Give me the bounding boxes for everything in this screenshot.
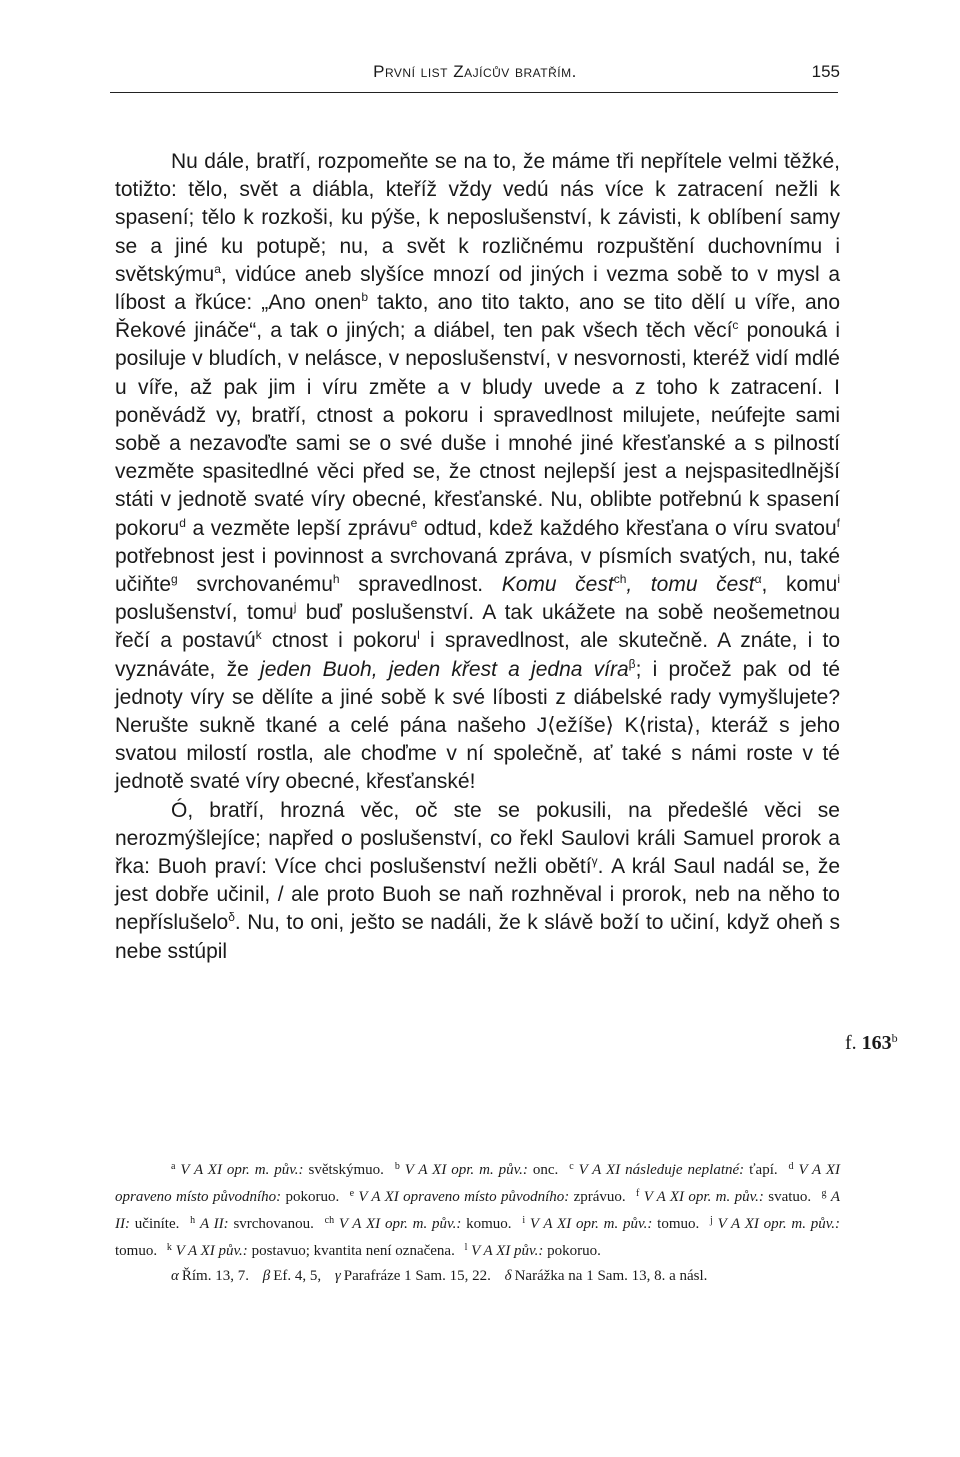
footnote-item: $^a$ V A XI opr. m. pův.: světskýmuo. — [171, 1161, 384, 1178]
biblical-references — [115, 1265, 840, 1288]
apparatus-notes — [115, 1155, 840, 1263]
reference-item: γ Parafráze 1 Sam. 15, 22. — [334, 1268, 491, 1284]
footnote-item: $^h$ A II: svrchovanou. — [190, 1215, 314, 1232]
footnote-item: $^c$ V A XI následuje neplatné: ťapí. — [569, 1161, 778, 1178]
footnote-item: $^i$ V A XI opr. m. pův.: tomuo. — [522, 1215, 700, 1232]
page-number: 155 — [811, 62, 840, 81]
folio-margin-note: f. 163$^b$ — [845, 1031, 898, 1054]
reference-item: δ Narážka na 1 Sam. 13, 8. a násl. — [504, 1268, 708, 1284]
footnote-item: $^{ch}$ V A XI opr. m. pův.: komuo. — [324, 1215, 512, 1232]
paragraph-2: Ó, bratří, hrozná věc, oč ste se pokusili, na předešlé věci se nerozmýšlejíce; napřed o poslušenství, co řekl Saulovi králi Samuel prorok a řka: Buoh praví: Více chci poslušenství nežli obětí$^\gamma$. A král Saul nadál se, že jest dobře učinil, / ale proto Buoh se naň rozhněval i prorok, neb na něho to nepříslušelo$^\delta$. Nu, to oni, ješto se nadáli, že k slávě boží to učiní, když oheň s nebe sstúpil — [115, 798, 840, 963]
page-header — [110, 62, 840, 92]
main-text — [115, 148, 840, 966]
footnote-item: $^j$ V A XI opr. m. pův.: tomuo. — [115, 1215, 841, 1259]
footnote-item: $^k$ V A XI pův.: postavuo; kvantita není označena. — [166, 1242, 455, 1259]
footnote-item: $^d$ V A XI opraveno místo původního: pokoruo. — [115, 1161, 841, 1205]
running-title: První list Zajícův bratřím. — [373, 62, 577, 81]
footnote-item: $^b$ V A XI opr. m. pův.: onc. — [394, 1161, 559, 1178]
footnotes — [115, 1155, 840, 1288]
footnote-item: $^f$ V A XI opr. m. pův.: svatuo. — [636, 1188, 812, 1205]
footnote-item: $^g$ A II: učiníte. — [115, 1188, 841, 1232]
reference-item: β Ef. 4, 5, — [262, 1268, 322, 1284]
footnote-item: $^e$ V A XI opraveno místo původního: zprávuo. — [349, 1188, 626, 1205]
header-rule — [110, 92, 838, 93]
footnote-item: $^l$ V A XI pův.: pokoruo. — [464, 1242, 601, 1259]
reference-item: α Řím. 13, 7. — [171, 1268, 249, 1284]
paragraph-1: Nu dále, bratří, rozpomeňte se na to, že máme tři nepřítele velmi těžké, totižto: tělo, svět a diábla, kteříž vždy vedú nás více k zatracení nežli k spasení; tělo k rozkoši, ku pýše, k neposlušenství, k závisti, k oblíbení samy se a jiné ku potupě; nu, a svět k rozličnému rozpuštění duchovnímu i světskýmu$^a$, vidúce aneb slyšíce mnozí od jiných i vezma sobě to v mysl a líbost a řkúce: „Ano onen$^b$ takto, ano tito takto, ano se tito dělí u víře, ano Řekové jináče“, a tak o jiných; a diábel, ten pak všech těch věcí$^c$ ponouká i posiluje v bludích, v nelásce, v neposlušenství, v nesvornosti, kteréž vidí mdlé u víře, až pak jim i víru změte a v bludy uvede a z toho k zatracení. I poněvádž vy, bratří, ctnost a pokoru i spravedlnost milujete, neúfejte sami sobě a nezavoďte sami se o své duše i mnohé jiné křesťanské a s pilností vezměte spasitedlné věci před se, že ctnost nejlepší jest a nejspasitedlnější státi v jednotě svaté víry obecné, křesťanské. Nu, oblibte potřebnú k spasení pokoru$^d$ a vezměte lepší zprávu$^e$ odtud, kdež každého křesťana o víru svatou$^f$ potřebnost jest i povinnost a svrchovaná zpráva, v písmích svatých, nu, také učiňte$^g$ svrchovanému$^h$ spravedlnost. Komu čest$^{ch}$, tomu čest$^\alpha$, komu$^i$ poslušenství, tomu$^j$ buď poslušenství. A tak ukážete na sobě neošemetnou řečí a postavú$^k$ ctnost i pokoru$^l$ i spravedlnost, ale skutečně. A znáte, i to vyznáváte, že jeden Buoh, jeden křest a jedna víra$^\beta$; i pročež pak od té jednoty víry se dělíte a jiné sobě k své líbosti z diábelské rady vymyšlujete? Nerušte sukně tkané a celé pána našeho J⟨ežíše⟩ K⟨rista⟩, kteráž s jeho svatou milostí rostla, ale choďme v ní společně, ať také s námi roste v té jednotě svaté víry obecné, křesťanské! — [115, 150, 841, 794]
